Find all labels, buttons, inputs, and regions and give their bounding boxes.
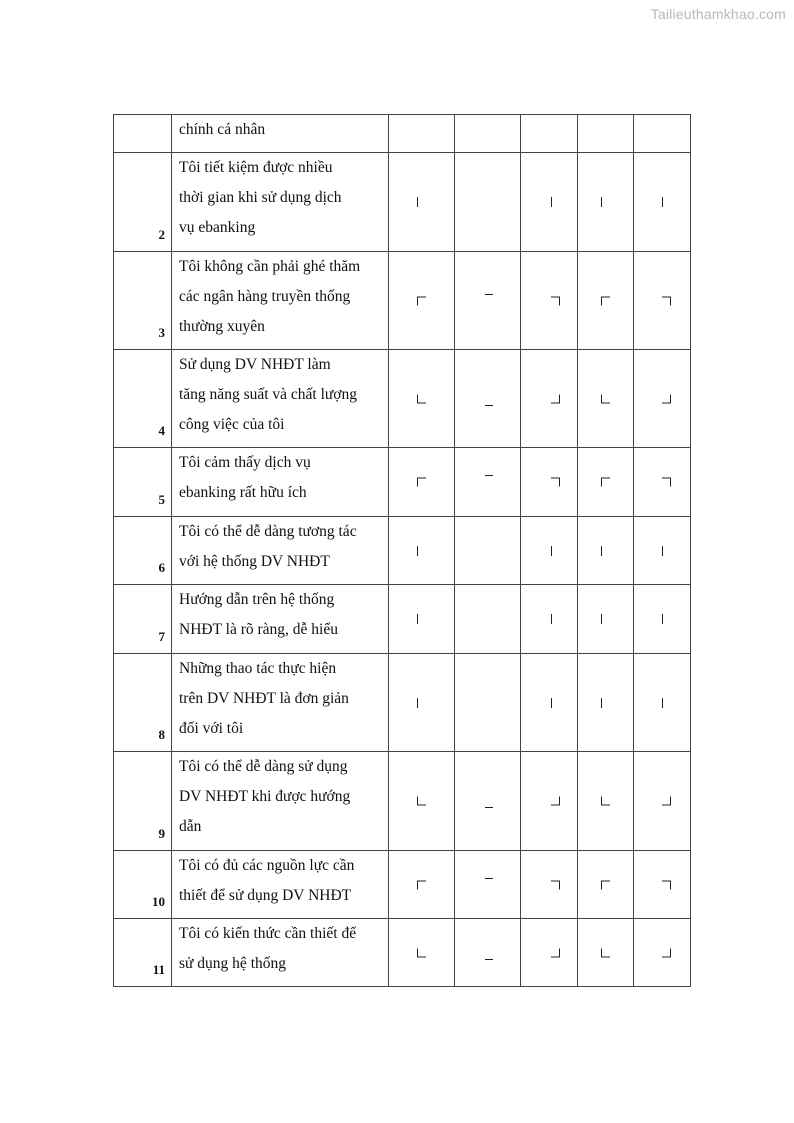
- rating-option-cell[interactable]: [521, 919, 578, 987]
- checkbox-fragment-icon: [485, 475, 493, 477]
- checkbox-fragment-icon: [417, 546, 426, 556]
- table-row: [114, 115, 691, 153]
- rating-option-cell[interactable]: [389, 919, 455, 987]
- rating-option-cell[interactable]: [521, 153, 578, 252]
- statement-line: NHĐT là rõ ràng, dễ hiểu: [179, 621, 338, 638]
- checkbox-fragment-icon: [551, 698, 560, 708]
- statement-cell: [172, 752, 389, 851]
- rating-option-cell[interactable]: [455, 517, 521, 585]
- statement-line: Tôi có kiến thức cần thiết để: [179, 925, 357, 942]
- checkbox-fragment-icon: [601, 880, 610, 889]
- statement-line: vụ ebanking: [179, 219, 256, 236]
- rating-option-cell[interactable]: [521, 115, 578, 153]
- rating-option-cell[interactable]: [634, 585, 691, 654]
- rating-option-cell[interactable]: [634, 350, 691, 448]
- rating-option-cell[interactable]: [389, 252, 455, 350]
- row-number: [114, 115, 172, 153]
- rating-option-cell[interactable]: [634, 919, 691, 987]
- checkbox-fragment-icon: [485, 294, 493, 296]
- rating-option-cell[interactable]: [455, 752, 521, 851]
- checkbox-fragment-icon: [417, 698, 426, 708]
- checkbox-fragment-icon: [417, 880, 426, 889]
- rating-option-cell[interactable]: [455, 115, 521, 153]
- row-number: 4: [114, 350, 172, 448]
- table-row: [114, 851, 691, 919]
- statement-line: trên DV NHĐT là đơn giản: [179, 690, 349, 707]
- table-row: [114, 752, 691, 851]
- rating-option-cell[interactable]: [521, 448, 578, 517]
- checkbox-fragment-icon: [662, 698, 671, 708]
- rating-option-cell[interactable]: [634, 448, 691, 517]
- statement-cell: [172, 115, 389, 153]
- statement-cell: [172, 654, 389, 752]
- checkbox-fragment-icon: [551, 296, 560, 305]
- statement-line: ebanking rất hữu ích: [179, 484, 307, 501]
- statement-line: thiết để sử dụng DV NHĐT: [179, 887, 352, 904]
- rating-option-cell[interactable]: [389, 115, 455, 153]
- rating-option-cell[interactable]: [389, 851, 455, 919]
- rating-option-cell[interactable]: [389, 517, 455, 585]
- checkbox-fragment-icon: [485, 878, 493, 880]
- statement-line: Tôi có thể dễ dàng tương tác: [179, 523, 357, 540]
- rating-option-cell[interactable]: [521, 517, 578, 585]
- table-row: [114, 654, 691, 752]
- rating-option-cell[interactable]: [578, 517, 634, 585]
- checkbox-fragment-icon: [662, 546, 671, 556]
- row-number: 2: [114, 153, 172, 252]
- statement-line: Tôi không cần phải ghé thăm: [179, 258, 361, 275]
- checkbox-fragment-icon: [601, 546, 610, 556]
- table-row: [114, 448, 691, 517]
- row-number: 3: [114, 252, 172, 350]
- checkbox-fragment-icon: [551, 394, 560, 403]
- checkbox-fragment-icon: [485, 958, 493, 960]
- rating-option-cell[interactable]: [389, 153, 455, 252]
- rating-option-cell[interactable]: [634, 851, 691, 919]
- rating-option-cell[interactable]: [521, 851, 578, 919]
- checkbox-fragment-icon: [417, 797, 426, 806]
- rating-option-cell[interactable]: [578, 585, 634, 654]
- rating-option-cell[interactable]: [455, 654, 521, 752]
- checkbox-fragment-icon: [601, 394, 610, 403]
- checkbox-fragment-icon: [485, 806, 493, 808]
- rating-option-cell[interactable]: [389, 654, 455, 752]
- rating-option-cell[interactable]: [521, 252, 578, 350]
- statement-cell: [172, 585, 389, 654]
- rating-option-cell[interactable]: [634, 654, 691, 752]
- statement-line: chính cá nhân: [179, 121, 266, 138]
- table-row: [114, 252, 691, 350]
- rating-option-cell[interactable]: [455, 585, 521, 654]
- checkbox-fragment-icon: [551, 880, 560, 889]
- checkbox-fragment-icon: [662, 880, 671, 889]
- statement-line: thời gian khi sử dụng dịch: [179, 189, 342, 206]
- checkbox-fragment-icon: [417, 394, 426, 403]
- rating-option-cell[interactable]: [455, 851, 521, 919]
- checkbox-fragment-icon: [601, 698, 610, 708]
- rating-option-cell[interactable]: [455, 252, 521, 350]
- statement-line: DV NHĐT khi được hướng: [179, 788, 351, 805]
- rating-option-cell[interactable]: [455, 919, 521, 987]
- survey-table-body: [114, 115, 691, 987]
- statement-line: Hướng dẫn trên hệ thống: [179, 591, 335, 608]
- statement-cell: [172, 153, 389, 252]
- rating-option-cell[interactable]: [578, 919, 634, 987]
- rating-option-cell[interactable]: [389, 350, 455, 448]
- checkbox-fragment-icon: [417, 948, 426, 957]
- statement-cell: [172, 851, 389, 919]
- checkbox-fragment-icon: [485, 404, 493, 406]
- rating-option-cell[interactable]: [389, 585, 455, 654]
- rating-option-cell[interactable]: [634, 153, 691, 252]
- rating-option-cell[interactable]: [578, 752, 634, 851]
- row-number: 7: [114, 585, 172, 654]
- statement-line: Những thao tác thực hiện: [179, 660, 337, 677]
- checkbox-fragment-icon: [601, 296, 610, 305]
- watermark: Tailieuthamkhao.com: [650, 6, 786, 22]
- checkbox-fragment-icon: [551, 614, 560, 624]
- statement-line: Tôi có thể dễ dàng sử dụng: [179, 758, 348, 775]
- checkbox-fragment-icon: [601, 948, 610, 957]
- checkbox-fragment-icon: [601, 478, 610, 487]
- statement-line: đối với tôi: [179, 720, 244, 737]
- statement-line: Tôi cảm thấy dịch vụ: [179, 454, 311, 471]
- rating-option-cell[interactable]: [634, 517, 691, 585]
- statement-line: Tôi có đủ các nguồn lực cần: [179, 857, 355, 874]
- table-row: [114, 517, 691, 585]
- rating-option-cell[interactable]: [578, 252, 634, 350]
- rating-option-cell[interactable]: [455, 153, 521, 252]
- rating-option-cell[interactable]: [634, 252, 691, 350]
- rating-option-cell[interactable]: [389, 752, 455, 851]
- checkbox-fragment-icon: [662, 797, 671, 806]
- row-number: 11: [114, 919, 172, 987]
- checkbox-fragment-icon: [551, 797, 560, 806]
- checkbox-fragment-icon: [662, 394, 671, 403]
- row-number: 6: [114, 517, 172, 585]
- statement-cell: [172, 517, 389, 585]
- checkbox-fragment-icon: [662, 478, 671, 487]
- rating-option-cell[interactable]: [521, 585, 578, 654]
- row-number: 5: [114, 448, 172, 517]
- checkbox-fragment-icon: [551, 546, 560, 556]
- statement-cell: [172, 350, 389, 448]
- checkbox-fragment-icon: [662, 197, 671, 207]
- statement-line: tăng năng suất và chất lượng: [179, 386, 358, 403]
- rating-option-cell[interactable]: [634, 115, 691, 153]
- row-number: 8: [114, 654, 172, 752]
- statement-line: sử dụng hệ thống: [179, 955, 286, 972]
- survey-table: [113, 114, 691, 987]
- row-number: 9: [114, 752, 172, 851]
- rating-option-cell[interactable]: [578, 115, 634, 153]
- checkbox-fragment-icon: [551, 478, 560, 487]
- statement-line: dẫn: [179, 818, 202, 835]
- rating-option-cell[interactable]: [578, 350, 634, 448]
- table-row: [114, 153, 691, 252]
- checkbox-fragment-icon: [551, 948, 560, 957]
- statement-cell: [172, 448, 389, 517]
- statement-line: các ngân hàng truyền thống: [179, 288, 351, 305]
- checkbox-fragment-icon: [551, 197, 560, 207]
- statement-line: Tôi tiết kiệm được nhiều: [179, 159, 333, 176]
- checkbox-fragment-icon: [417, 614, 426, 624]
- rating-option-cell[interactable]: [634, 752, 691, 851]
- rating-option-cell[interactable]: [521, 752, 578, 851]
- checkbox-fragment-icon: [601, 797, 610, 806]
- statement-line: công việc của tôi: [179, 416, 285, 433]
- row-number: 10: [114, 851, 172, 919]
- rating-option-cell[interactable]: [578, 153, 634, 252]
- checkbox-fragment-icon: [662, 296, 671, 305]
- rating-option-cell[interactable]: [389, 448, 455, 517]
- statement-line: thường xuyên: [179, 318, 265, 335]
- checkbox-fragment-icon: [662, 614, 671, 624]
- table-row: [114, 350, 691, 448]
- rating-option-cell[interactable]: [578, 851, 634, 919]
- table-row: [114, 919, 691, 987]
- checkbox-fragment-icon: [601, 197, 610, 207]
- checkbox-fragment-icon: [601, 614, 610, 624]
- rating-option-cell[interactable]: [521, 350, 578, 448]
- checkbox-fragment-icon: [417, 296, 426, 305]
- rating-option-cell[interactable]: [455, 350, 521, 448]
- rating-option-cell[interactable]: [578, 448, 634, 517]
- statement-cell: [172, 919, 389, 987]
- table-row: [114, 585, 691, 654]
- statement-line: Sử dụng DV NHĐT làm: [179, 356, 331, 373]
- checkbox-fragment-icon: [417, 478, 426, 487]
- statement-cell: [172, 252, 389, 350]
- checkbox-fragment-icon: [662, 948, 671, 957]
- checkbox-fragment-icon: [417, 197, 426, 207]
- rating-option-cell[interactable]: [578, 654, 634, 752]
- rating-option-cell[interactable]: [521, 654, 578, 752]
- rating-option-cell[interactable]: [455, 448, 521, 517]
- statement-line: với hệ thống DV NHĐT: [179, 553, 330, 570]
